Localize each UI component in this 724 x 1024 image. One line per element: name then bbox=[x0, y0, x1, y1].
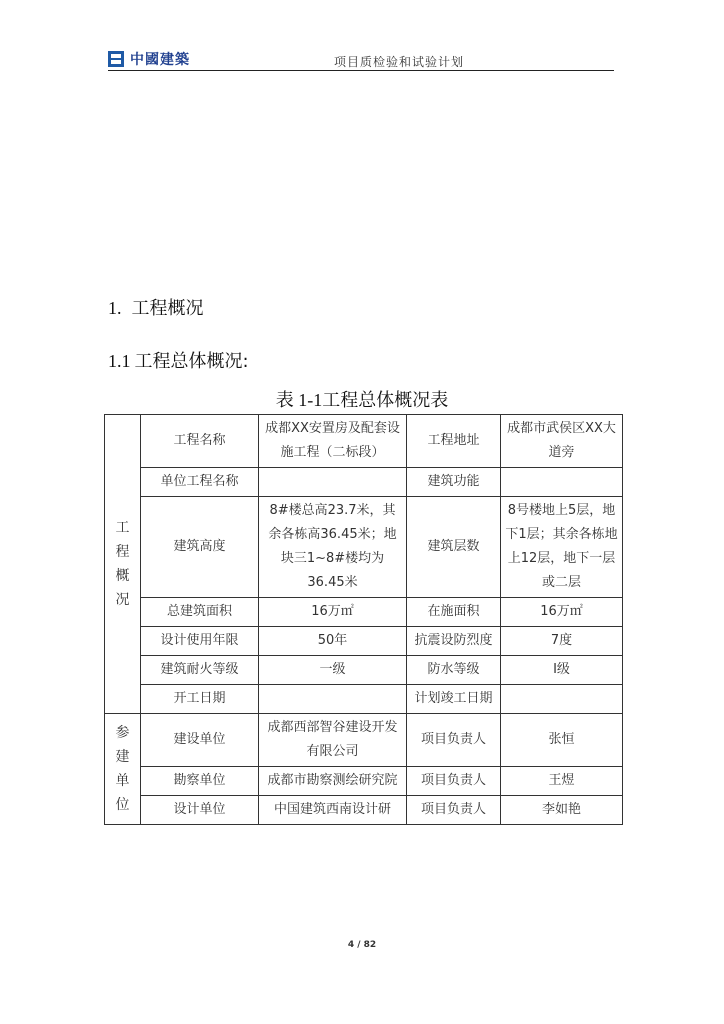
subsection-number: 1.1 bbox=[108, 351, 131, 371]
company-logo bbox=[108, 50, 190, 68]
page-number: 4 / 82 bbox=[347, 940, 377, 950]
cell-value: 16万㎡ bbox=[259, 598, 407, 627]
cell-value: 成都市勘察测绘研究院 bbox=[259, 767, 407, 796]
cell-value: 8#楼总高23.7米，其余各栋高36.45米；地块三1~8#楼均为36.45米 bbox=[259, 497, 407, 598]
cell-value: 张恒 bbox=[501, 714, 623, 767]
cell-label: 开工日期 bbox=[141, 685, 259, 714]
cell-label: 计划竣工日期 bbox=[407, 685, 501, 714]
table-row bbox=[105, 656, 623, 685]
cell-value: 李如艳 bbox=[501, 796, 623, 825]
section-heading-1-1 bbox=[108, 347, 249, 373]
group-label-overview: 工 程 概 况 bbox=[105, 415, 141, 714]
cell-label: 设计使用年限 bbox=[141, 627, 259, 656]
cell-label: 勘察单位 bbox=[141, 767, 259, 796]
company-logo-icon bbox=[108, 51, 124, 67]
cell-value bbox=[501, 685, 623, 714]
cell-label: 总建筑面积 bbox=[141, 598, 259, 627]
cell-value: 王煜 bbox=[501, 767, 623, 796]
table-row bbox=[105, 415, 623, 468]
table-row bbox=[105, 796, 623, 825]
table-row bbox=[105, 497, 623, 598]
cell-label: 建筑耐火等级 bbox=[141, 656, 259, 685]
cell-label: 抗震设防烈度 bbox=[407, 627, 501, 656]
section-title: 工程概况 bbox=[131, 298, 204, 319]
cell-label: 设计单位 bbox=[141, 796, 259, 825]
cell-value: 成都市武侯区XX大道旁 bbox=[501, 415, 623, 468]
cell-value bbox=[259, 468, 407, 497]
subsection-title: 工程总体概况: bbox=[134, 351, 249, 372]
cell-value bbox=[259, 685, 407, 714]
cell-value: 中国建筑西南设计研 bbox=[259, 796, 407, 825]
project-overview-table bbox=[104, 414, 623, 825]
table-title: 工程总体概况表 bbox=[322, 390, 449, 411]
cell-value: 成都西部智谷建设开发有限公司 bbox=[259, 714, 407, 767]
cell-label: 单位工程名称 bbox=[141, 468, 259, 497]
cell-label: 建筑高度 bbox=[141, 497, 259, 598]
cell-label: 建筑层数 bbox=[407, 497, 501, 598]
cell-label: 在施面积 bbox=[407, 598, 501, 627]
cell-label: 工程地址 bbox=[407, 415, 501, 468]
cell-label: 建设单位 bbox=[141, 714, 259, 767]
table-caption bbox=[0, 386, 724, 412]
cell-value: 成都XX安置房及配套设施工程（二标段） bbox=[259, 415, 407, 468]
cell-value bbox=[501, 468, 623, 497]
cell-value: 50年 bbox=[259, 627, 407, 656]
cell-value: 一级 bbox=[259, 656, 407, 685]
cell-label: 项目负责人 bbox=[407, 714, 501, 767]
page-header bbox=[108, 48, 614, 71]
table-row bbox=[105, 685, 623, 714]
group-label-participants: 参 建 单 位 bbox=[105, 714, 141, 825]
table-row bbox=[105, 714, 623, 767]
cell-label: 工程名称 bbox=[141, 415, 259, 468]
cell-value: 7度 bbox=[501, 627, 623, 656]
section-heading-1 bbox=[108, 294, 204, 320]
cell-label: 防水等级 bbox=[407, 656, 501, 685]
cell-label: 项目负责人 bbox=[407, 767, 501, 796]
table-row bbox=[105, 598, 623, 627]
table-row bbox=[105, 627, 623, 656]
header-title: 项目质检验和试验计划 bbox=[334, 55, 465, 69]
cell-label: 项目负责人 bbox=[407, 796, 501, 825]
cell-value: I级 bbox=[501, 656, 623, 685]
table-row bbox=[105, 468, 623, 497]
section-number: 1. bbox=[108, 298, 122, 318]
cell-value: 8号楼地上5层，地下1层；其余各栋地上12层，地下一层或二层 bbox=[501, 497, 623, 598]
cell-label: 建筑功能 bbox=[407, 468, 501, 497]
company-logo-text: 中國建築 bbox=[130, 52, 190, 68]
table-number: 表 1-1 bbox=[275, 390, 323, 410]
table-row bbox=[105, 767, 623, 796]
cell-value: 16万㎡ bbox=[501, 598, 623, 627]
